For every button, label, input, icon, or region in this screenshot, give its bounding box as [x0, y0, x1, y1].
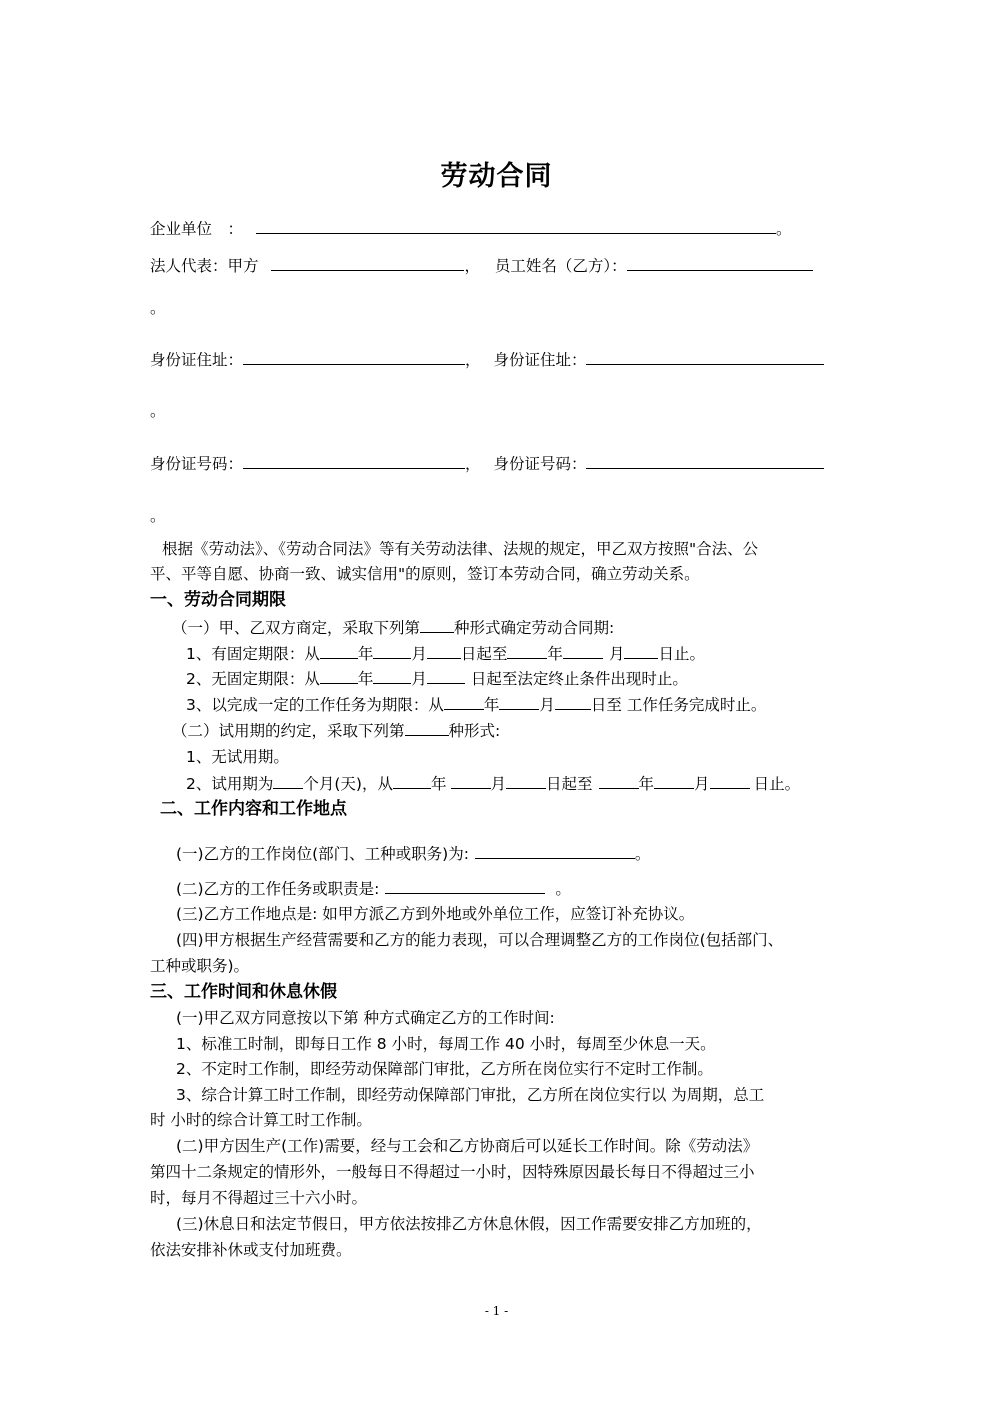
item-text: 日止。: [753, 775, 801, 793]
id-address-label-a: 身份证住址：: [150, 351, 244, 369]
blank: [563, 642, 603, 659]
blank: [427, 642, 461, 659]
item-text: 年: [547, 645, 563, 663]
id-number-blank-b: [586, 452, 824, 469]
item-text: 年: [357, 670, 374, 688]
id-address-blank-a: [243, 348, 465, 365]
comma: ，: [465, 455, 481, 473]
overtime-clause-cont: 时，每月不得超过三十六小时。: [150, 1189, 368, 1207]
blank: [499, 693, 539, 710]
blank: [624, 642, 658, 659]
clause-text: 种形式:: [448, 722, 501, 740]
blank: [555, 693, 591, 710]
item-text: 月: [608, 645, 625, 663]
item-text: 2、无固定期限：从: [186, 670, 320, 688]
section-heading: 二、工作内容和工作地点: [160, 799, 347, 819]
item-text: 日止。: [658, 645, 705, 663]
id-address-field: [150, 348, 824, 371]
preamble-line: 根据《劳动法》、《劳动合同法》等有关劳动法律、法规的规定，甲乙双方按照"合法、公: [162, 540, 759, 558]
clause-text: （二）试用期的约定，采取下列第: [172, 722, 405, 740]
id-number-field: [150, 452, 824, 475]
blank: [599, 772, 639, 789]
job-position-clause: [176, 842, 650, 865]
item-text: 月: [539, 696, 555, 714]
item-text: 日起至: [460, 645, 508, 663]
blank: [654, 772, 694, 789]
contract-type-clause: [172, 616, 614, 639]
adjustment-clause-cont: 工种或职务)。: [150, 957, 250, 975]
overtime-clause: (二)甲方因生产(工作)需要，经与工会和乙方协商后可以延长工作时间。除《劳动法》: [176, 1137, 759, 1155]
blank: [444, 693, 484, 710]
blank: [320, 642, 358, 659]
item-text: 月: [490, 775, 507, 793]
id-address-blank-b: [586, 348, 824, 365]
item-text: 1、有固定期限：从: [186, 645, 320, 663]
blank: [320, 667, 358, 684]
hours-item: 2、不定时工作制，即经劳动保障部门审批，乙方所在岗位实行不定时工作制。: [176, 1060, 713, 1078]
id-address-label-b: 身份证住址：: [493, 351, 587, 369]
item-text: 个月(天)，从: [303, 775, 393, 793]
company-blank: [256, 217, 776, 234]
item-text: 年: [638, 775, 655, 793]
item-text: 年: [357, 645, 374, 663]
company-field: [150, 217, 791, 240]
id-number-label-a: 身份证号码：: [150, 455, 244, 473]
blank: [393, 772, 431, 789]
clause-text: 。: [634, 845, 651, 863]
blank: [507, 642, 547, 659]
blank: [373, 667, 411, 684]
blank: [506, 772, 546, 789]
legal-rep-label: 法人代表：甲方: [150, 257, 259, 275]
blank: [273, 772, 303, 789]
fixed-term-item: [186, 642, 705, 665]
section-heading: 一、劳动合同期限: [150, 590, 286, 610]
trial-period-clause: [172, 719, 500, 742]
open-term-item: [186, 667, 688, 690]
hours-item-cont: 时 小时的综合计算工时工作制。: [150, 1111, 372, 1129]
blank: [475, 842, 635, 859]
employee-name-label: 员工姓名（乙方）：: [494, 257, 627, 275]
job-duty-clause: [176, 877, 571, 900]
overtime-clause-cont: 第四十二条规定的情形外，一般每日不得超过一小时，因特殊原因最长每日不得超过三小: [150, 1163, 755, 1181]
legal-rep-blank: [271, 254, 464, 271]
clause-text: 。: [555, 880, 571, 898]
clause-text: (一)乙方的工作岗位(部门、工种或职务)为:: [176, 845, 469, 863]
company-label: 企业单位 ：: [150, 220, 244, 238]
trial-item: [186, 772, 800, 795]
period-mark: 。: [150, 402, 166, 420]
blank: [427, 667, 465, 684]
item-text: 日起至: [546, 775, 593, 793]
clause-text: （一）甲、乙双方商定，采取下列第: [172, 619, 421, 637]
comma: ，: [464, 257, 480, 275]
item-text: 日起至法定终止条件出现时止。: [470, 670, 688, 688]
hours-item: 3、综合计算工时工作制，即经劳动保障部门审批，乙方所在岗位实行以 为周期，总工: [176, 1086, 765, 1104]
company-period: 。: [775, 220, 792, 238]
document-title: 劳动合同: [440, 161, 553, 192]
section-heading: 三、工作时间和休息休假: [150, 982, 337, 1002]
legal-rep-field: [150, 254, 813, 277]
trial-item: 1、无试用期。: [186, 748, 289, 766]
item-text: 月: [694, 775, 710, 793]
work-location-clause: (三)乙方工作地点是: 如甲方派乙方到外地或外单位工作，应签订补充协议。: [176, 905, 695, 923]
period-mark: 。: [150, 507, 166, 525]
blank: [451, 772, 491, 789]
item-text: 月: [411, 645, 427, 663]
blank: [420, 616, 454, 633]
item-text: 3、以完成一定的工作任务为期限：从: [186, 696, 444, 714]
blank: [385, 877, 545, 894]
item-text: 年: [430, 775, 447, 793]
blank: [405, 719, 449, 736]
blank: [710, 772, 750, 789]
blank: [373, 642, 411, 659]
item-text: 日至 工作任务完成时止。: [590, 696, 767, 714]
period-mark: 。: [150, 299, 166, 317]
task-term-item: [186, 693, 766, 716]
page-number: - 1 -: [484, 1304, 509, 1318]
employee-name-blank: [627, 254, 813, 271]
adjustment-clause: (四)甲方根据生产经营需要和乙方的能力表现，可以合理调整乙方的工作岗位(包括部门、: [176, 931, 784, 949]
item-text: 月: [411, 670, 427, 688]
id-number-blank-a: [243, 452, 465, 469]
comma: ，: [465, 351, 481, 369]
clause-text: 种形式确定劳动合同期:: [454, 619, 615, 637]
hours-item: 1、标准工时制，即每日工作 8 小时，每周工作 40 小时，每周至少休息一天。: [176, 1035, 716, 1053]
item-text: 2、试用期为: [186, 775, 274, 793]
item-text: 年: [483, 696, 500, 714]
id-number-label-b: 身份证号码：: [493, 455, 587, 473]
preamble-line: 平、平等自愿、协商一致、诚实信用"的原则，签订本劳动合同，确立劳动关系。: [150, 565, 700, 583]
holiday-clause: (三)休息日和法定节假日，甲方依法按排乙方休息休假，因工作需要安排乙方加班的，: [176, 1215, 762, 1233]
holiday-clause-cont: 依法安排补休或支付加班费。: [150, 1241, 352, 1259]
clause-text: (二)乙方的工作任务或职责是:: [176, 880, 380, 898]
work-hours-clause: (一)甲乙双方同意按以下第 种方式确定乙方的工作时间:: [176, 1009, 555, 1027]
